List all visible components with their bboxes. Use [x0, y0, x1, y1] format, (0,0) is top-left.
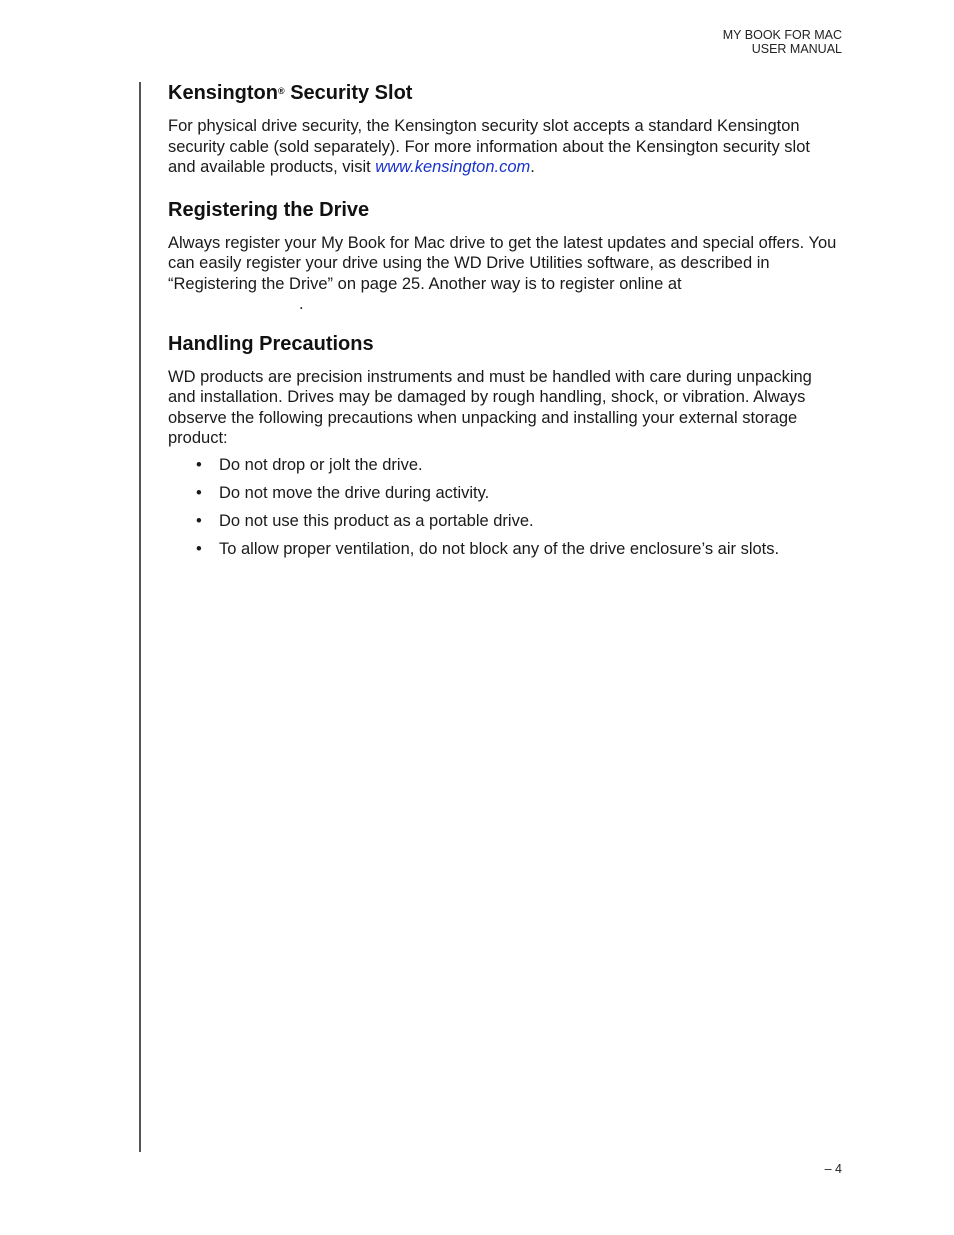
page-content: [168, 80, 840, 567]
registering-period: .: [299, 295, 304, 313]
list-item: [168, 483, 840, 504]
header-line-product: MY BOOK FOR MAC: [722, 28, 842, 42]
list-item-text: Do not move the drive during activity.: [219, 483, 490, 502]
kensington-link[interactable]: www.kensington.com: [375, 158, 531, 176]
page-number: – 4: [824, 1162, 842, 1176]
handling-heading: Handling Precautions: [168, 332, 374, 355]
kensington-paragraph-end: .: [530, 158, 535, 176]
kensington-heading-rest: Security Slot: [284, 82, 413, 104]
registering-trailing-line: [168, 294, 840, 315]
bullet-icon: •: [196, 455, 202, 474]
bullet-icon: •: [196, 539, 202, 558]
list-item-text: To allow proper ventilation, do not block any of the drive enclosure’s air slots.: [219, 539, 780, 558]
margin-rule: [139, 82, 141, 1152]
registered-mark: ®: [278, 86, 285, 96]
kensington-paragraph-text: For physical drive security, the Kensington security slot accepts a standard Kensington security cable (sold separately). For more information about the Kensington security slot and available products, visit: [168, 117, 810, 176]
list-item: [168, 455, 840, 476]
precautions-list: [168, 455, 840, 560]
registering-heading: Registering the Drive: [168, 198, 370, 221]
bullet-icon: •: [196, 483, 202, 502]
running-header: [723, 28, 842, 56]
kensington-heading-text: Kensington: [168, 82, 278, 104]
kensington-paragraph: [168, 116, 840, 178]
list-item: [168, 511, 840, 532]
list-item-text: Do not drop or jolt the drive.: [219, 455, 423, 474]
header-line-manual: USER MANUAL: [751, 42, 842, 56]
kensington-heading: [168, 80, 840, 106]
handling-paragraph: WD products are precision instruments and must be handled with care during unpacking and installation. Drives may be damaged by rough handling, shock, or vibration. Always observe the following precautions when unpacking and installing your external storage product:: [168, 367, 812, 447]
bullet-icon: •: [196, 511, 202, 530]
registering-paragraph: Always register your My Book for Mac drive to get the latest updates and special offers. You can easily register your drive using the WD Drive Utilities software, as described in “Registering the Drive” on page 25. Another way is to register online at: [168, 233, 837, 293]
list-item: [168, 539, 840, 560]
list-item-text: Do not use this product as a portable drive.: [219, 511, 534, 530]
